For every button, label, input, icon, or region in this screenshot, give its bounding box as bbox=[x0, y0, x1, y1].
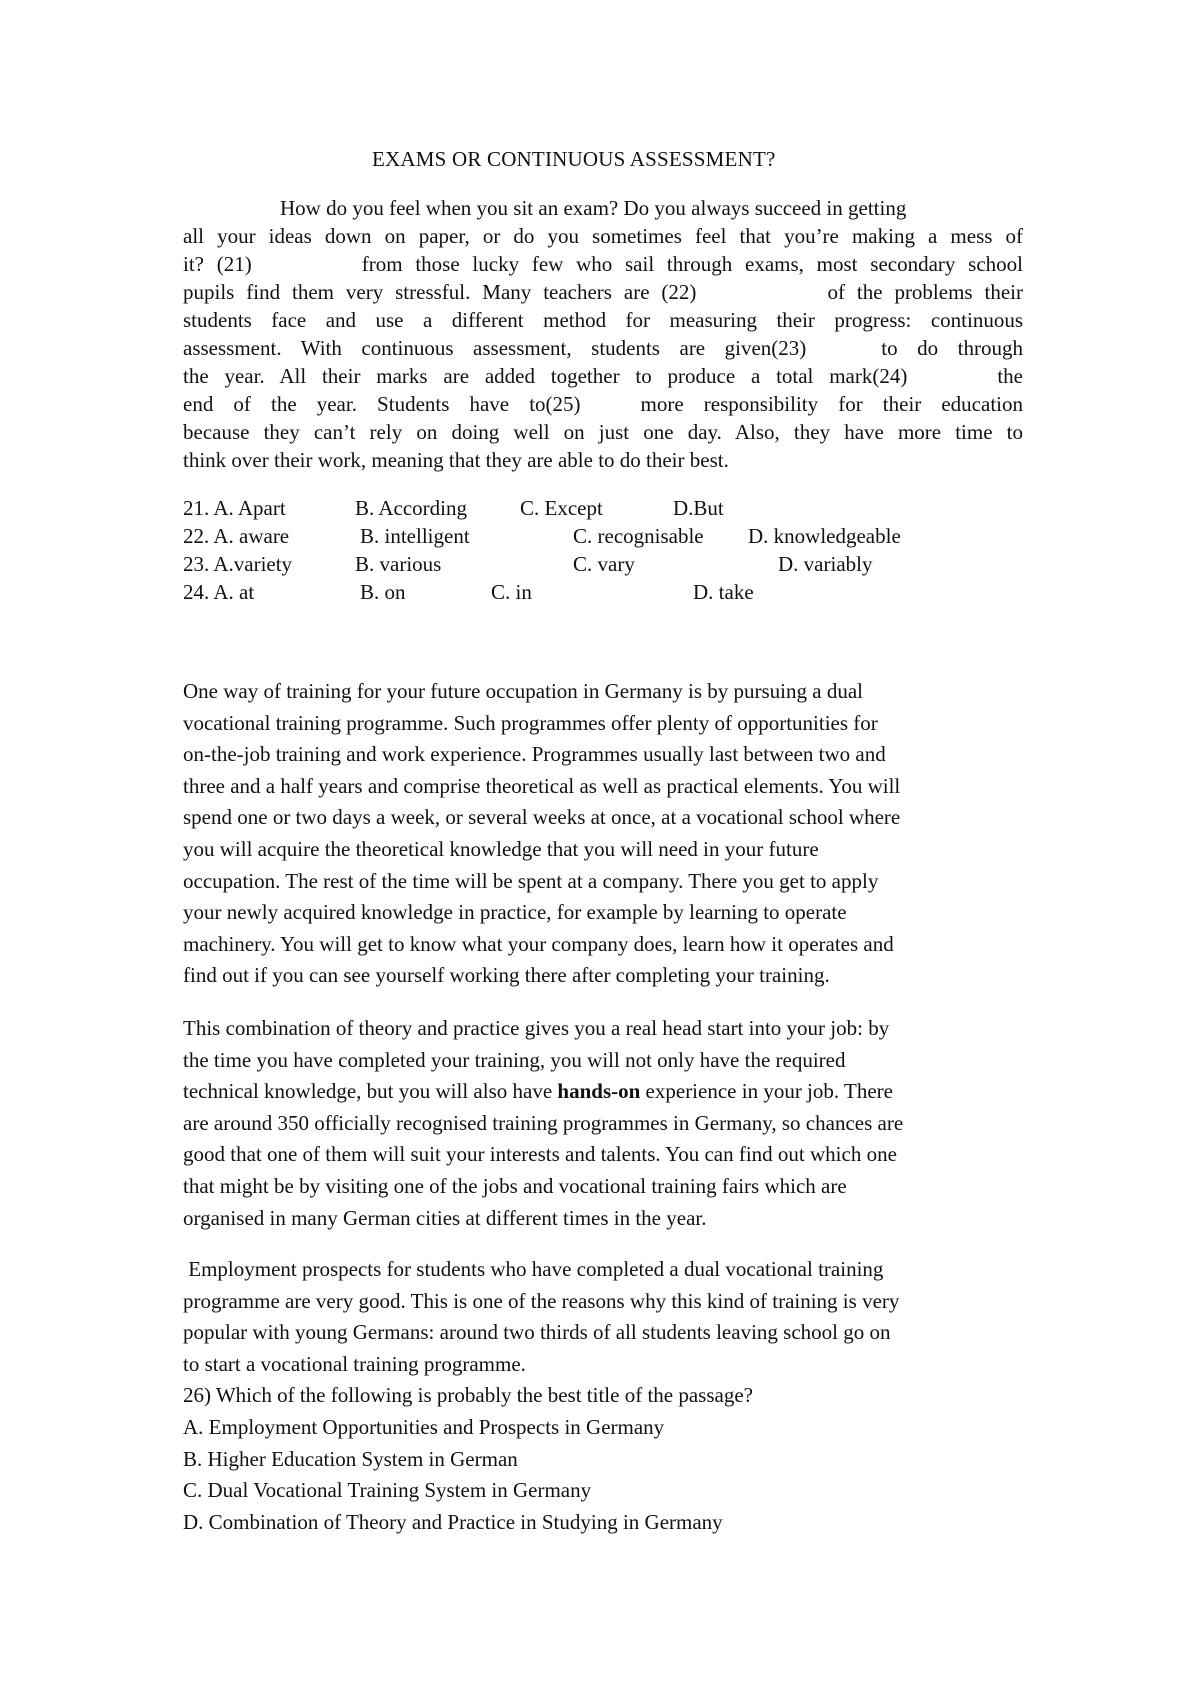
passage-2-line: One way of training for your future occupation in Germany is by pursuing a dual bbox=[183, 679, 863, 703]
passage-4-line: programme are very good. This is one of the reasons why this kind of training is very bbox=[183, 1288, 900, 1313]
option-c: C. recognisable bbox=[573, 524, 704, 548]
passage-2-line: three and a half years and comprise theoretical as well as practical elements. You will bbox=[183, 773, 901, 798]
passage-2-line: on-the-job training and work experience. Programmes usually last between two and bbox=[183, 742, 886, 767]
question-26-option-d: D. Combination of Theory and Practice in Studying in Germany bbox=[183, 1509, 723, 1534]
option-d: D.But bbox=[673, 496, 724, 520]
option-d: D. take bbox=[693, 580, 754, 604]
question-26-option-b: B. Higher Education System in German bbox=[183, 1446, 518, 1471]
passage-1-line: pupils find them very stressful. Many teachers are (22) of the problems their bbox=[183, 280, 1023, 304]
passage-4-line: Employment prospects for students who have completed a dual vocational training bbox=[183, 1257, 884, 1281]
passage-3-line: good that one of them will suit your interests and talents. You can find out which one bbox=[183, 1142, 897, 1167]
option-a: 21. A. Apart bbox=[183, 496, 286, 520]
passage-2-line: you will acquire the theoretical knowledge that you will need in your future bbox=[183, 836, 819, 861]
option-c: C. Except bbox=[520, 496, 603, 520]
passage-1-line: all your ideas down on paper, or do you sometimes feel that you’re making a mess of bbox=[183, 224, 1023, 248]
option-b: B. intelligent bbox=[360, 524, 470, 548]
option-b: B. According bbox=[355, 496, 467, 520]
passage-3-line: technical knowledge, but you will also have hands-on experience in your job. There bbox=[183, 1079, 893, 1104]
passage-1-line: because they can’t rely on doing well on just one day. Also, they have more time to bbox=[183, 420, 1023, 444]
passage-1-line: it? (21) from those lucky few who sail through exams, most secondary school bbox=[183, 252, 1023, 276]
option-d: D. variably bbox=[778, 552, 873, 576]
option-c: C. in bbox=[491, 580, 532, 604]
passage-2-line: vocational training programme. Such programmes offer plenty of opportunities for bbox=[183, 710, 878, 735]
passage-1-line: the year. All their marks are added together to produce a total mark(24) the bbox=[183, 364, 1023, 388]
option-b: B. on bbox=[360, 580, 406, 604]
passage-4 bbox=[183, 1254, 1023, 1538]
option-a: 24. A. at bbox=[183, 580, 255, 604]
passage-3-line: organised in many German cities at different times in the year. bbox=[183, 1205, 707, 1230]
passage-1-line: assessment. With continuous assessment, students are given(23) to do through bbox=[183, 336, 1023, 360]
passage-2-line: find out if you can see yourself working there after completing your training. bbox=[183, 963, 830, 988]
passage-2 bbox=[183, 676, 1023, 992]
passage-1-line: think over their work, meaning that they are able to do their best. bbox=[183, 448, 729, 472]
question-26-stem: 26) Which of the following is probably the best title of the passage? bbox=[183, 1383, 753, 1408]
bold-term: hands-on bbox=[557, 1079, 641, 1104]
option-d: D. knowledgeable bbox=[748, 524, 901, 548]
option-c: C. vary bbox=[573, 552, 635, 576]
passage-3 bbox=[183, 1013, 1023, 1234]
passage-2-line: spend one or two days a week, or several weeks at once, at a vocational school where bbox=[183, 805, 901, 830]
option-a: 23. A.variety bbox=[183, 552, 293, 576]
passage-2-line: your newly acquired knowledge in practice, for example by learning to operate bbox=[183, 900, 847, 925]
passage-3-line: the time you have completed your training, you will not only have the required bbox=[183, 1047, 846, 1072]
question-26-option-a: A. Employment Opportunities and Prospects in Germany bbox=[183, 1414, 665, 1439]
option-b: B. various bbox=[355, 552, 442, 576]
passage-3-line: This combination of theory and practice gives you a real head start into your job: by bbox=[183, 1016, 890, 1040]
passage-2-line: machinery. You will get to know what your company does, learn how it operates and bbox=[183, 931, 894, 956]
passage-1-line: How do you feel when you sit an exam? Do you always succeed in getting bbox=[280, 196, 907, 220]
page-title: EXAMS OR CONTINUOUS ASSESSMENT? bbox=[372, 147, 776, 171]
passage-1-line: end of the year. Students have to(25) more responsibility for their education bbox=[183, 392, 1023, 416]
passage-3-line: are around 350 officially recognised training programmes in Germany, so chances are bbox=[183, 1110, 904, 1135]
passage-4-line: to start a vocational training programme. bbox=[183, 1351, 526, 1376]
question-26-option-c: C. Dual Vocational Training System in Germany bbox=[183, 1478, 592, 1503]
passage-4-line: popular with young Germans: around two thirds of all students leaving school go on bbox=[183, 1320, 891, 1345]
passage-3-line: that might be by visiting one of the jobs and vocational training fairs which are bbox=[183, 1173, 847, 1198]
passage-2-line: occupation. The rest of the time will be spent at a company. There you get to apply bbox=[183, 868, 879, 893]
option-a: 22. A. aware bbox=[183, 524, 290, 548]
passage-1 bbox=[183, 194, 1023, 474]
passage-1-line: students face and use a different method for measuring their progress: continuous bbox=[183, 308, 1023, 332]
